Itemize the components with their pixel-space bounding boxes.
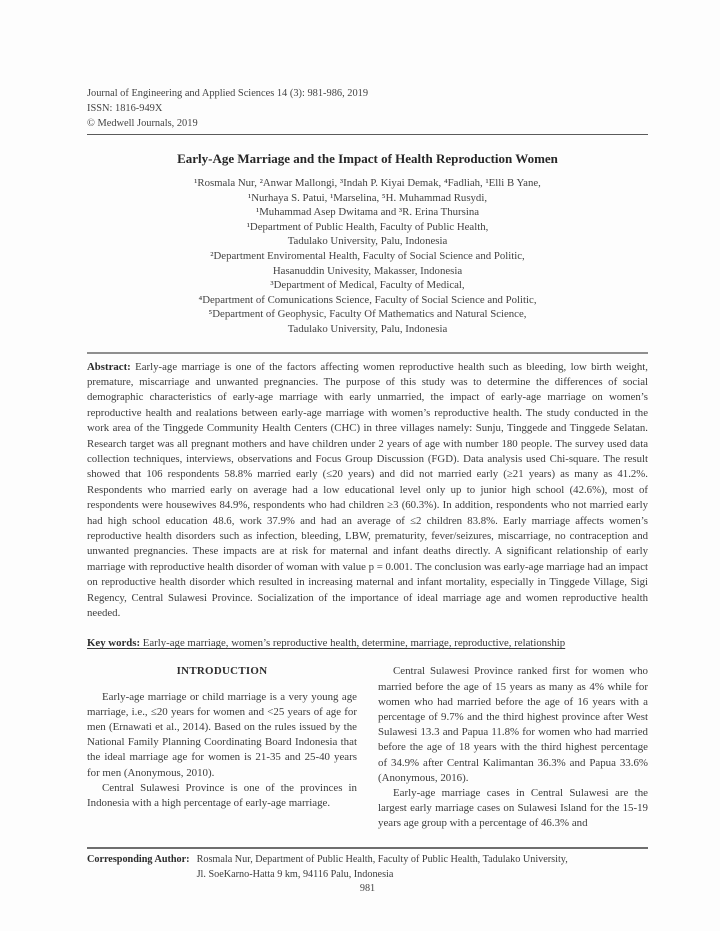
page-number: 981	[359, 883, 376, 895]
affil-line: ⁵Department of Geophysic, Faculty Of Mathematics and Natural Science,	[208, 308, 527, 321]
left-column	[87, 664, 357, 831]
author-line: ¹Rosmala Nur, ²Anwar Mallongi, ³Indah P. Kiyai Demak, ⁴Fadliah, ¹Elli B Yane,	[194, 177, 541, 189]
affil-line: ⁴Department of Comunications Science, Faculty of Social Science and Politic,	[198, 293, 537, 306]
abstract-paragraph	[87, 360, 648, 622]
author-list	[87, 176, 648, 220]
body-par: Early-age marriage cases in Central Sulawesi are the largest early marriage cases on Sulawesi Island for the 15-19 years age group with a percentage of 46.3% and	[378, 787, 648, 830]
two-column-body	[87, 664, 648, 831]
journal-copyright-line: © Medwell Journals, 2019	[87, 118, 198, 129]
affiliation-list	[87, 220, 648, 337]
affil-line: Hasanuddin Univesity, Makasser, Indonesia	[272, 264, 463, 277]
body-par: Central Sulawesi Province ranked first for women who married before the age of 15 years as many as 4% while for women who had married before the age of 16 years with a percentage of 9.7% and the third highest province after West Sulawesi 13.3 and Papua 11.8% for women who had married before the age of 18 years with the third highest percentage of 34.9% after Central Kalimantan 36.3% and Papua 33.6% (Anonymous, 2016).	[378, 665, 648, 784]
author-line: ¹Muhammad Asep Dwitama and ³R. Erina Thursina	[255, 206, 480, 219]
abstract-label: Abstract:	[87, 360, 131, 373]
journal-masthead	[87, 86, 648, 131]
affil-line: ²Department Enviromental Health, Faculty of Social Science and Politic,	[210, 249, 525, 262]
body-par: Early-age marriage or child marriage is a very young age marriage, i.e., ≤20 years for women and <25 years of age for men (Ernawati et al., 2014). Based on the rules issued by the National Family Planning Coordinating Board Indonesia that the ideal marriage age for women is 21-35 and 25-40 years for men (Anonymous, 2010).	[87, 690, 357, 779]
corresponding-author-line2: Jl. SoeKarno-Hatta 9 km, 94116 Palu, Indonesia	[196, 868, 394, 880]
journal-name-line: Journal of Engineering and Applied Sciences 14 (3): 981-986, 2019	[87, 88, 369, 99]
right-column	[378, 664, 648, 831]
keywords-line	[87, 636, 648, 651]
corresponding-author	[87, 853, 648, 882]
body-par: Central Sulawesi Province is one of the provinces in Indonesia with a high percentage of early-age marriage.	[87, 781, 357, 810]
author-line: ¹Nurhaya S. Patui, ¹Marselina, ⁵H. Muhammad Rusydi,	[247, 191, 488, 204]
corresponding-author-label: Corresponding Author:	[87, 854, 190, 865]
paper-title: Early-Age Marriage and the Impact of Health Reproduction Women	[177, 151, 558, 166]
journal-issn-line: ISSN: 1816-949X	[87, 103, 163, 114]
keywords-label: Key words:	[87, 637, 141, 650]
introduction-heading: INTRODUCTION	[176, 665, 268, 678]
affil-line: ³Department of Medical, Faculty of Medical,	[270, 279, 465, 292]
header-divider	[87, 134, 648, 135]
introduction-left-paragraphs	[87, 690, 357, 812]
affil-line: ¹Department of Public Health, Faculty of Public Health,	[246, 220, 489, 233]
footer-divider	[87, 847, 648, 849]
paper-footer	[87, 847, 648, 894]
abstract-divider	[87, 352, 648, 354]
keywords-text: Early-age marriage, women’s reproductive health, determine, marriage, reproductive, relationship	[140, 637, 566, 650]
corresponding-author-line1: Rosmala Nur, Department of Public Health, Faculty of Public Health, Tadulako University,	[196, 854, 568, 865]
introduction-right-paragraphs	[378, 664, 648, 831]
corresponding-author-address	[197, 853, 568, 882]
affil-line: Tadulako University, Palu, Indonesia	[287, 235, 448, 248]
abstract-text: Early-age marriage is one of the factors affecting women reproductive health such as bleeding, low birth weight, premature, miscarriage and unwanted pregnancies. The purpose of this study was to determine the differences of social demographic characteristics of early-age marriage with early unmarried, the impact of early-age marriage on women’s reproductive health and realations between early-age marriage with women’s reproductive health. The study conducted in the work area of the Tinggede Community Health Centers (CHC) in three villages namely: Sunju, Tinggede and Tinggede Selatan. Research target was all pregnant mothers and have children under 2 years of age with number 180 people. The survey used data collection techniques, interviews, observations and Focus Group Discussion (FGD). Data analysis used Chi-square. The result showed that 106 respondents 58.8% married early (≤20 years) and did not married early (≥21 years) as many as 41.2%. Respondents who married early on average had a low educational level only up to junior high school (42.6%), most of respondents were housewives 84.9%, respondents who had children ≥3 (60.3%). In addition, respondents who not married early had high school education 48.6, work 37.9% and had an average of ≤2 children 83.8%. Early marriage affects women’s reproductive health disorders such as infection, bleeding, LBW, prematurity, fever/seizures, miscarriage, no contraception and unwanted pregnancies. These impacts are at risk for maternal and infant deaths directly. A significant relationship of early marriage with reproductive health disorder of woman with value p = 0.001. The conclusion was early-age marriage had an impact on reproductive health disorder which resulted in increasing maternal and infant mortality, especially in Tinggede Village, Sigi Regency, Central Sulawesi Province. Socialization of the importance of ideal marriage age and women reproductive health needed.	[87, 360, 648, 620]
affil-line: Tadulako University, Palu, Indonesia	[287, 322, 448, 335]
